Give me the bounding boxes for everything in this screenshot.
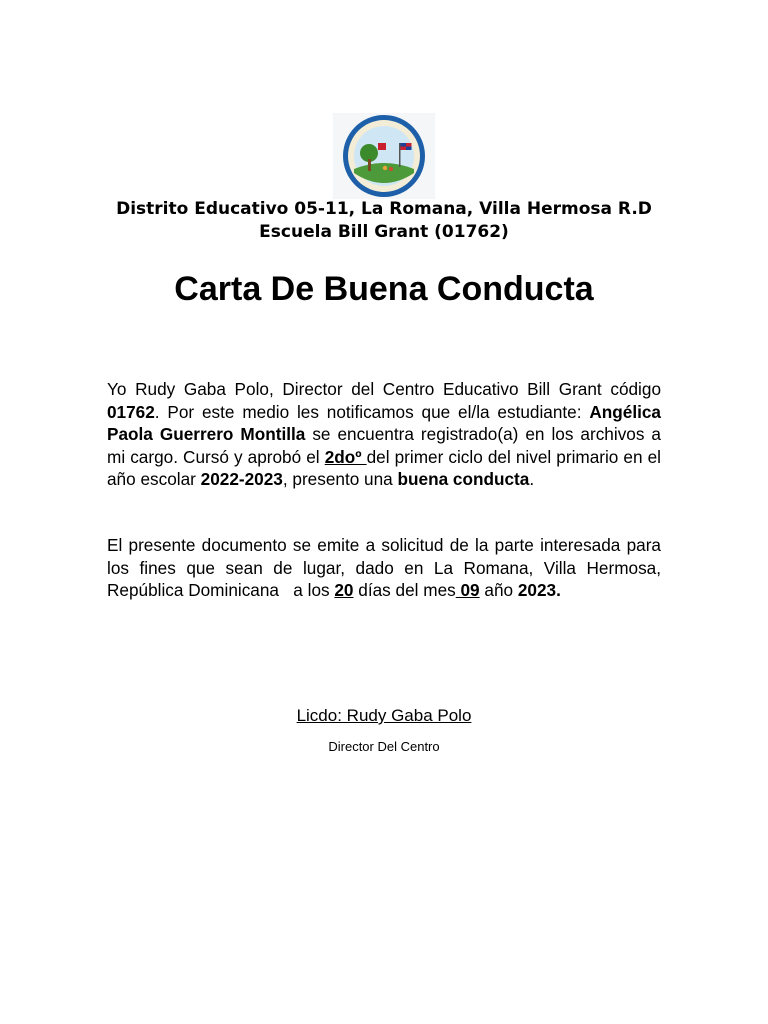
p2-text-1: El presente documento se emite a solicitud de la parte interesada para los fines que sean de lugar, dado en La Romana, Villa Hermosa, República Dominicana a los (107, 535, 666, 601)
p1-text-5: , presento una (282, 469, 398, 490)
conduct: buena conducta (397, 469, 530, 490)
p1-text-2: . Por este medio les notificamos que el/la estudiante: (154, 401, 590, 422)
p1-text-6: . (529, 469, 535, 490)
page-title: Carta De Buena Conducta (174, 270, 594, 308)
issue-day: 20 (334, 580, 354, 601)
school-line: Escuela Bill Grant (01762) (259, 222, 509, 242)
p1-text-3: se encuentra registrado(a) en los archivos a mi cargo. Cursó y aprobó el (107, 424, 661, 467)
paragraph-2 (107, 534, 666, 602)
student-name: Angélica Paola Guerrero Montilla (107, 401, 661, 445)
p1-text-4: del primer ciclo del nivel primario en el año escolar (107, 446, 662, 490)
p2-text-2: días del mes (353, 580, 456, 601)
school-code: 01762 (107, 401, 155, 422)
school-seal-logo-icon (333, 113, 435, 199)
school-year: 2022-2023 (200, 469, 283, 490)
district-line: Distrito Educativo 05-11, La Romana, Villa Hermosa R.D (116, 199, 652, 219)
paragraph-1 (107, 378, 661, 491)
p2-text-3: año (479, 580, 518, 601)
signature-name: Licdo: Rudy Gaba Polo (296, 706, 472, 725)
issue-year: 2023. (517, 580, 561, 601)
issue-month: 09 (455, 580, 480, 601)
p1-text-1: Yo Rudy Gaba Polo, Director del Centro Educativo Bill Grant código (107, 379, 661, 399)
signature-role: Director Del Centro (328, 739, 440, 754)
document-header (60, 198, 708, 244)
grade: 2doº (324, 446, 367, 467)
school-logo (333, 113, 435, 199)
